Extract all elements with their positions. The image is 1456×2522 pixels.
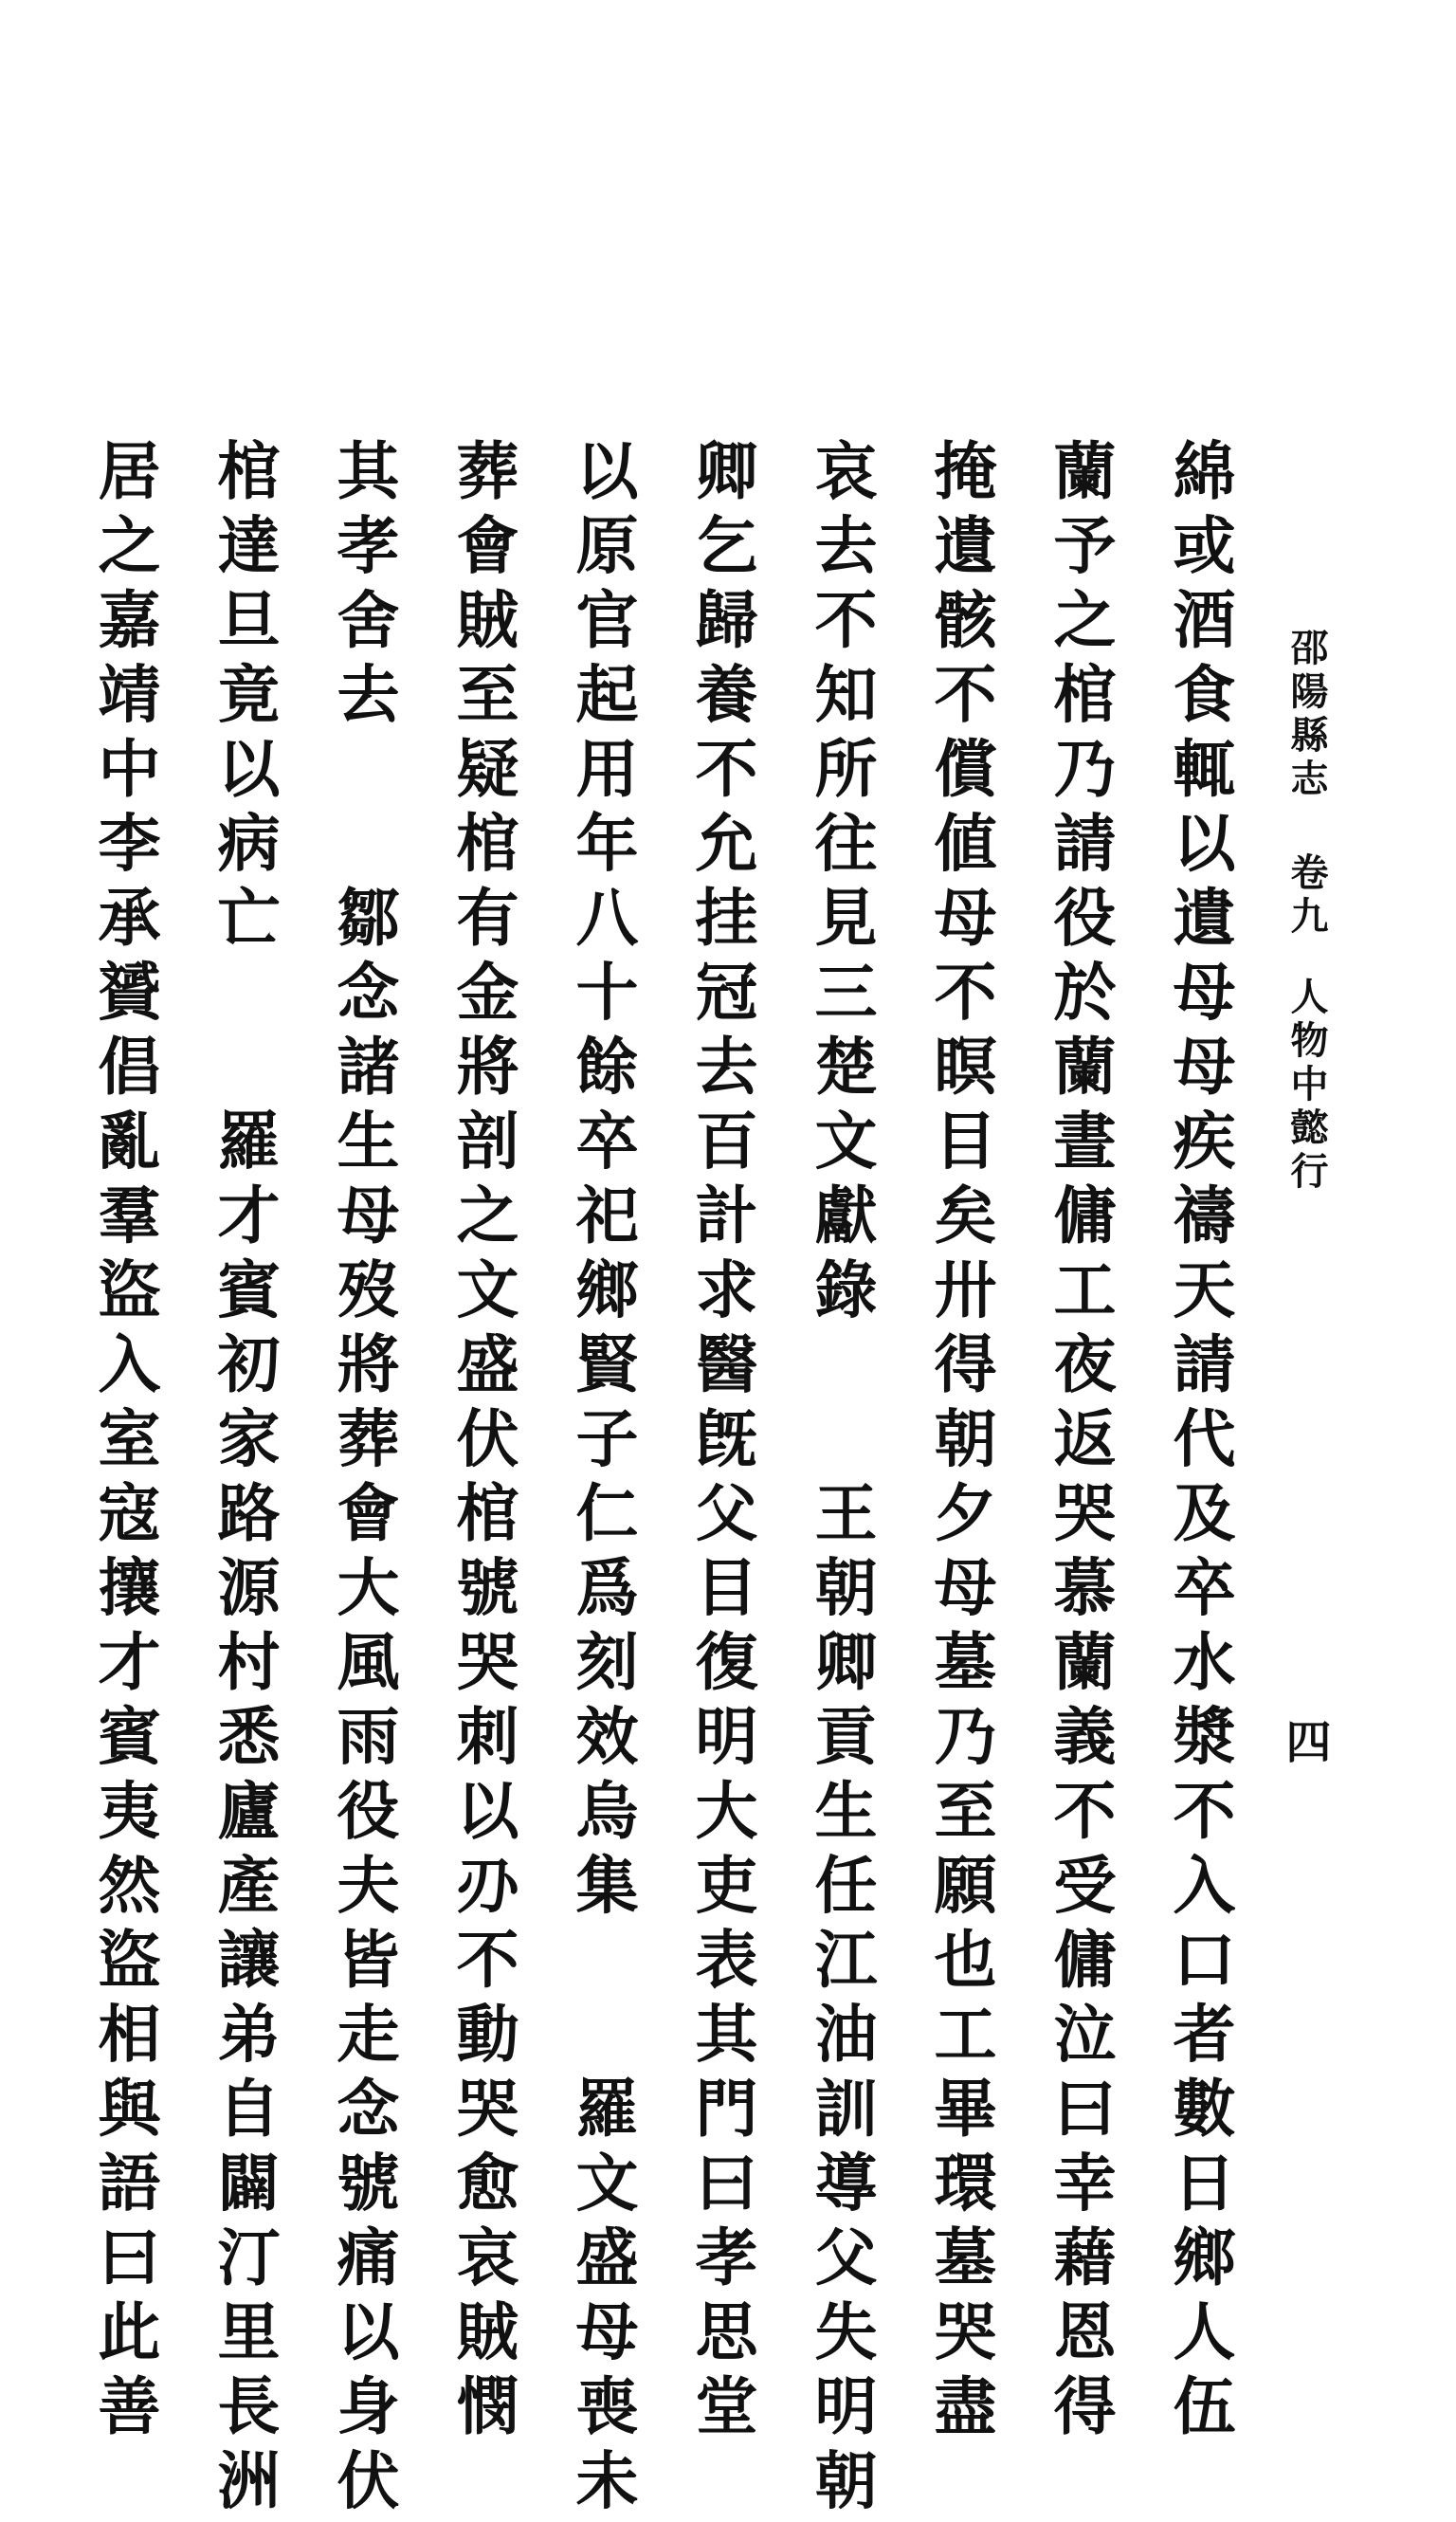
text-column-2: 蘭予之棺乃請役於蘭晝傭工夜返哭慕蘭義不受傭泣曰幸藉恩得	[1043, 438, 1117, 2448]
running-header-section: 人物中懿行	[1284, 977, 1329, 1195]
running-header-title: 邵陽縣志 卷九	[1284, 628, 1329, 940]
text-column-10: 居之嘉靖中李承贇倡亂羣盜入室寇攘才賓夷然盜相與語曰此善	[87, 438, 161, 2448]
text-column-4: 哀去不知所往見三楚文獻錄 王朝卿貢生任江油訓導父失明朝	[804, 438, 878, 2522]
text-column-8: 其孝舍去 鄒念諸生母歿將葬會大風雨役夫皆走念號痛以身伏	[326, 438, 400, 2522]
text-column-6: 以原官起用年八十餘卒祀鄉賢子仁爲刻效烏集 羅文盛母喪未	[565, 438, 639, 2522]
text-column-3: 掩遺骸不償値母不瞑目矣卅得朝夕母墓乃至願也工畢環墓哭盡	[923, 438, 997, 2448]
text-column-1: 綿或酒食輒以遺母母疾禱天請代及卒水漿不入口者數日鄉人伍	[1162, 438, 1236, 2448]
text-column-5: 卿乞歸養不允挂冠去百計求醫旣父目復明大吏表其門曰孝思堂	[684, 438, 758, 2448]
text-column-7: 葬會賊至疑棺有金將剖之文盛伏棺號哭刺以刅不動哭愈哀賊憫	[446, 438, 519, 2448]
page-number: 四	[1278, 1718, 1331, 1769]
text-column-9: 棺達旦竟以病亡 羅才賓初家路源村悉廬產讓弟自闢汀里長洲	[207, 438, 281, 2522]
